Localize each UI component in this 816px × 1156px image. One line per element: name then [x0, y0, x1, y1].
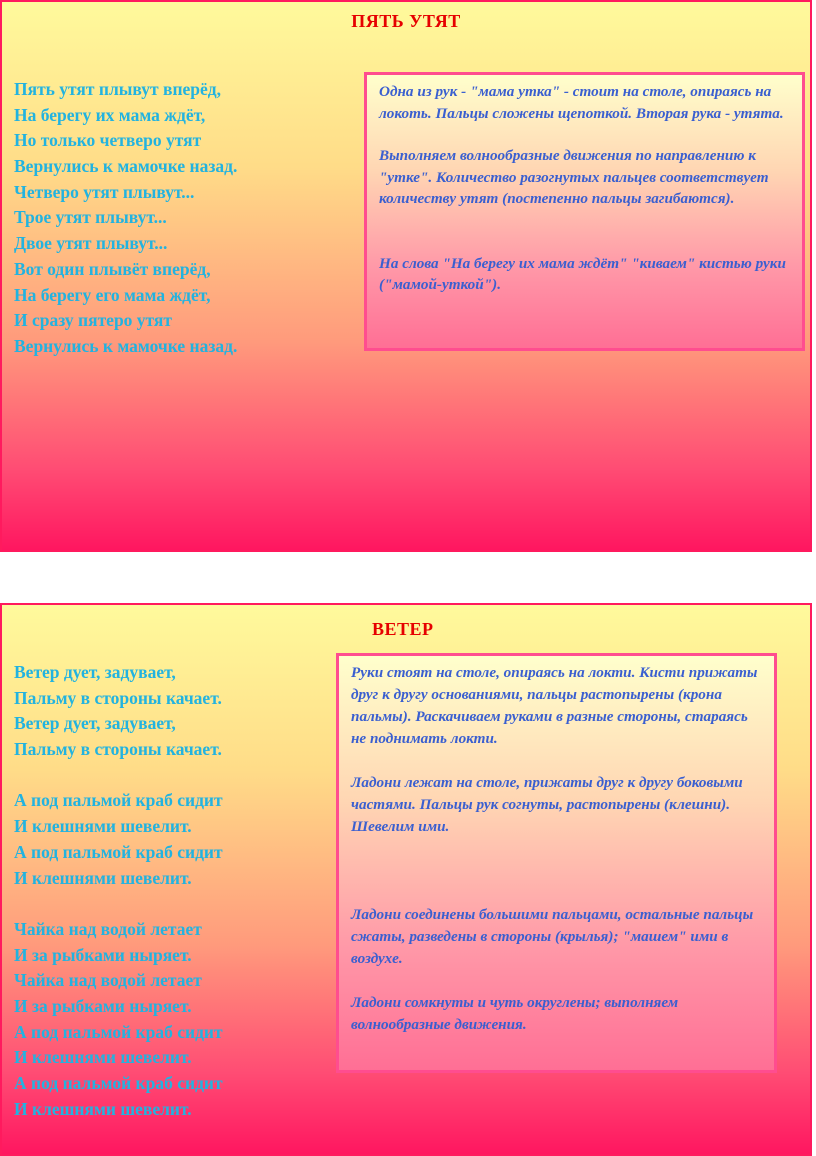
- stanza-gap: [14, 891, 223, 917]
- poem-line: И за рыбками ныряет.: [14, 995, 192, 1016]
- poem-line: Вот один плывёт вперёд,: [14, 258, 211, 279]
- poem-line: И сразу пятеро утят: [14, 310, 172, 331]
- poem-text: [14, 77, 237, 360]
- poem-line: А под пальмой краб сидит: [14, 1021, 223, 1042]
- poem-line: Ветер дует, задувает,: [14, 662, 176, 682]
- poem-line: И клешнями шевелит.: [14, 867, 192, 888]
- poem-line: Пальму в стороны качает.: [14, 687, 222, 708]
- instructions-box: [364, 72, 805, 351]
- rhyme-card-wind: [0, 603, 812, 1156]
- poem-line: А под пальмой краб сидит: [14, 1073, 223, 1093]
- poem-line: Но только четверо утят: [14, 130, 202, 151]
- poem-line: На берегу его мама ждёт,: [14, 284, 211, 305]
- poem-line: Ветер дует, задувает,: [14, 713, 176, 734]
- poem-line: А под пальмой краб сидит: [14, 841, 223, 862]
- instruction-paragraph: Ладони лежат на столе, прижаты друг к другу боковыми частями. Пальцы рук согнуты, растопырены (клешни). Шевелим ими.: [351, 774, 743, 835]
- poem-line: И клешнями шевелит.: [14, 1098, 192, 1119]
- poem-line: И клешнями шевелит.: [14, 816, 192, 837]
- poem-line: Пять утят плывут вперёд,: [14, 79, 222, 99]
- instruction-paragraph: Ладони сомкнуты и чуть округлены; выполняем волнообразные движения.: [351, 994, 679, 1033]
- poem-line: Чайка над водой летает: [14, 918, 202, 939]
- instruction-paragraph: Выполняем волнообразные движения по направлению к "утке". Количество разогнутых пальцев соответствует количеству утят (постепенно пальцы загибаются).: [379, 147, 769, 207]
- instruction-paragraph: На слова "На берегу их мама ждёт" "киваем" кистью руки ("мамой-уткой").: [379, 254, 786, 293]
- poem-line: Четверо утят плывут...: [14, 181, 195, 202]
- instruction-paragraph: Руки стоят на столе, опираясь на локти. Кисти прижаты друг к другу основаниями, пальцы растопырены (крона пальмы). Раскачиваем руками в разные стороны, стараясь не поднимать локти.: [351, 664, 758, 747]
- rhyme-card-five-ducklings: [0, 0, 812, 552]
- instruction-paragraph: Одна из рук - "мама утка" - стоит на столе, опираясь на локоть. Пальцы сложены щепоткой. Вторая рука - утята.: [379, 83, 784, 122]
- poem-line: И клешнями шевелит.: [14, 1047, 192, 1068]
- poem-line: На берегу их мама ждёт,: [14, 104, 206, 125]
- poem-line: И за рыбками ныряет.: [14, 944, 192, 965]
- poem-text: [14, 660, 223, 1122]
- poem-line: Трое утят плывут...: [14, 207, 167, 228]
- poem-line: Вернулись к мамочке назад.: [14, 156, 238, 177]
- poem-line: Вернулись к мамочке назад.: [14, 335, 238, 356]
- poem-line: А под пальмой краб сидит: [14, 790, 223, 811]
- instructions-box: [336, 653, 777, 1073]
- card-title: ВЕТЕР: [372, 619, 434, 639]
- stanza-gap: [14, 763, 223, 789]
- poem-line: Пальму в стороны качает.: [14, 739, 222, 760]
- instruction-paragraph: Ладони соединены большими пальцами, остальные пальцы сжаты, разведены в стороны (крылья); "машем" ими в воздухе.: [351, 906, 754, 967]
- card-title: ПЯТЬ УТЯТ: [351, 11, 461, 31]
- poem-line: Двое утят плывут...: [14, 233, 168, 254]
- poem-line: Чайка над водой летает: [14, 970, 202, 991]
